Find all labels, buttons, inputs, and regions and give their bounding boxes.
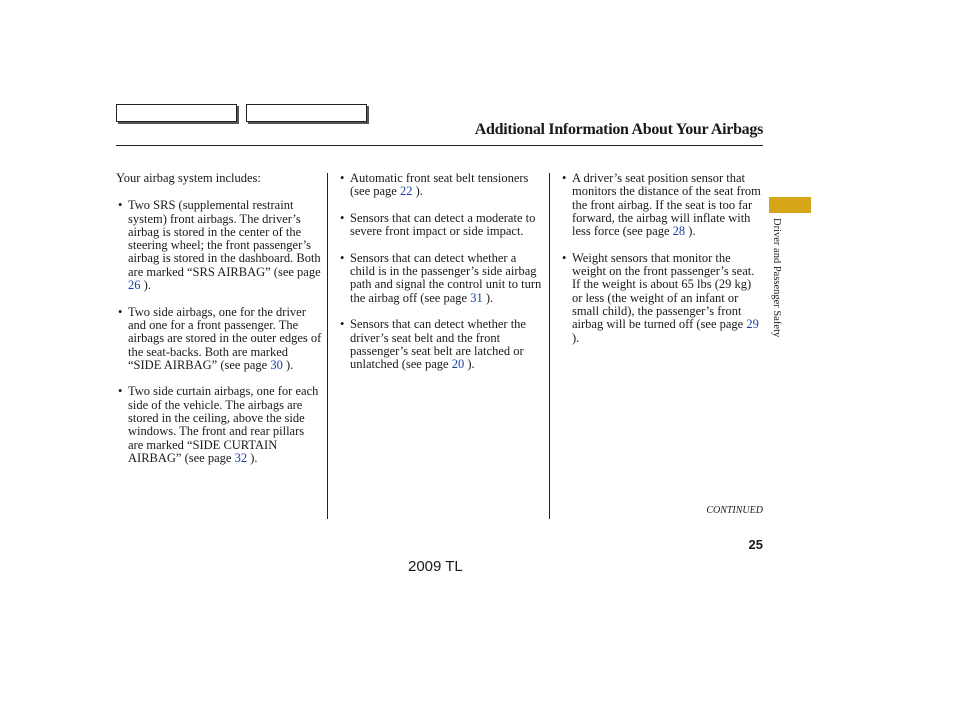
section-label-text: Driver and Passenger Safety (771, 218, 782, 338)
column-1 (116, 172, 322, 479)
section-label (768, 218, 784, 360)
list-item (560, 252, 763, 345)
list-item-text: Two SRS (supplemental restraint system) front airbags. The driver’s airbag is stored in the center of the steering wheel; the front passenger’s airbag is stored in the dashboard. Both are marked “SRS AIRBAG” (see page (128, 198, 321, 279)
bullet-icon: • (118, 384, 123, 399)
list-item-text: Weight sensors that monitor the weight on the front passenger’s seat. If the weight is about 65 lbs (29 kg) or less (the weight of an infant or small child), the passenger’s front airbag will be turned off (see page (572, 250, 755, 332)
list-item (338, 252, 543, 305)
list-item-end: ). (464, 357, 475, 372)
bullet-icon: • (340, 250, 345, 265)
page-number: 25 (748, 537, 763, 552)
list-item-text: Two side curtain airbags, one for each side of the vehicle. The airbags are stored in the ceiling, above the side windows. The front and rear pillars are marked “SIDE CURTAIN AIRBAG” (see page (128, 384, 319, 465)
list-item-end: ). (282, 357, 294, 372)
list-item-end: ). (140, 278, 151, 293)
model-label: 2009 TL (408, 558, 463, 575)
page-link[interactable]: 22 (399, 184, 413, 199)
page-link[interactable]: 20 (451, 357, 465, 372)
list-item-text: Sensors that can detect a moderate to severe front impact or side impact. (350, 210, 536, 239)
list-item-end: ). (482, 290, 494, 305)
page-link[interactable]: 30 (270, 357, 283, 372)
list-item-text: Two side airbags, one for the driver and one for a front passenger. The airbags are stored in the outer edges of the seat-backs. Both are marked “SIDE AIRBAG” (see page (128, 304, 322, 372)
column-divider (327, 173, 328, 519)
bullet-icon: • (340, 171, 345, 185)
list-item-end: ). (412, 184, 423, 199)
list-item (116, 306, 322, 372)
column-2 (338, 172, 543, 385)
list-item-end: ). (247, 450, 258, 465)
list-item-end: ). (685, 224, 696, 239)
list-item (116, 199, 322, 292)
bullet-icon: • (340, 317, 345, 332)
page-link[interactable]: 31 (470, 290, 483, 305)
bullet-icon: • (118, 198, 123, 213)
page-link[interactable]: 32 (234, 450, 248, 465)
page-link[interactable]: 28 (672, 224, 686, 239)
bullet-icon: • (562, 171, 567, 185)
page-link[interactable]: 29 (746, 317, 759, 332)
page-title: Additional Information About Your Airbags (474, 121, 763, 138)
list-item-text: Automatic front seat belt tensioners (see page (350, 171, 529, 199)
list-item-text: Sensors that can detect whether the driver’s seat belt and the front passenger’s seat belt are latched or unlatched (see page (350, 317, 526, 372)
page-link[interactable]: 26 (128, 278, 141, 293)
list-item (116, 385, 322, 465)
title-divider (116, 145, 763, 146)
continued-label: CONTINUED (706, 505, 763, 516)
bullet-icon: • (340, 210, 345, 225)
bullet-icon: • (118, 304, 123, 319)
list-item-text: Sensors that can detect whether a child is in the passenger’s side airbag path and signal the control unit to turn the airbag off (see page (350, 250, 542, 305)
list-item (338, 172, 543, 199)
bullet-icon: • (562, 250, 567, 265)
column-divider (549, 173, 550, 519)
list-item-end: ). (572, 330, 580, 345)
list-item (560, 172, 763, 238)
nav-button-previous[interactable] (116, 104, 237, 122)
intro-text: Your airbag system includes: (116, 171, 261, 185)
nav-button-contents[interactable] (246, 104, 367, 122)
column-3 (560, 172, 763, 358)
list-item (338, 318, 543, 371)
list-item-text: A driver’s seat position sensor that monitors the distance of the seat from the front airbag. If the seat is too far forward, the airbag will inflate with less force (see page (572, 171, 761, 239)
section-tab[interactable] (769, 197, 811, 213)
list-item (338, 212, 543, 239)
